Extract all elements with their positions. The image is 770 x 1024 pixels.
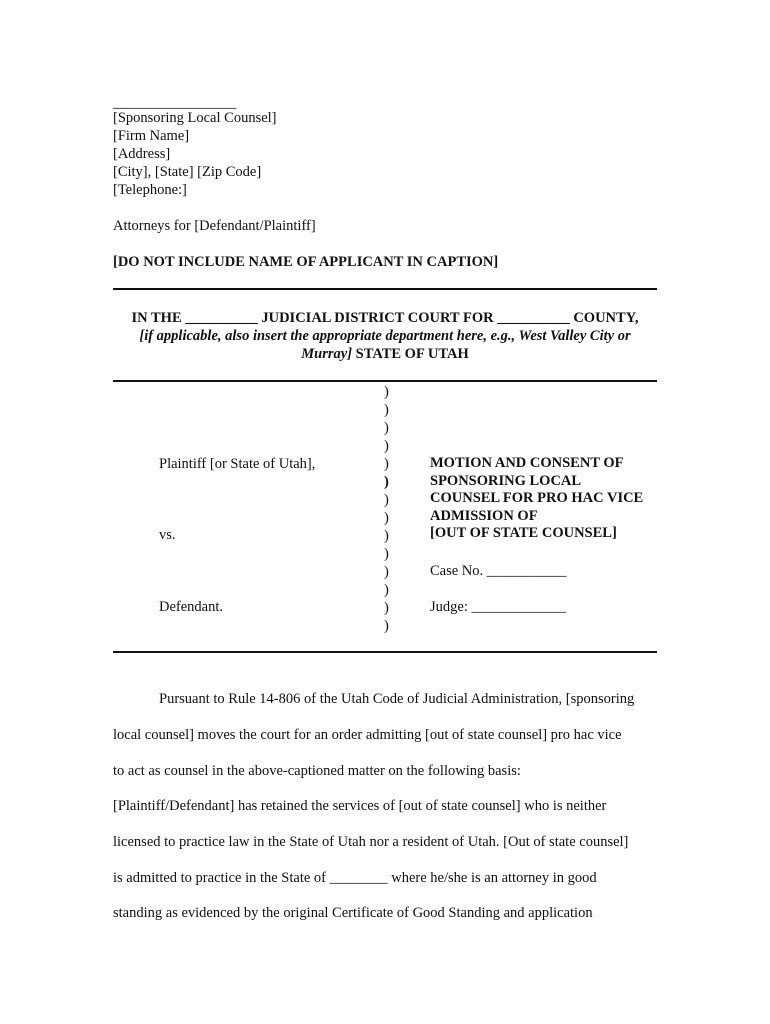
caption-bottom-rule bbox=[113, 651, 657, 653]
body-line: local counsel] moves the court for an order admitting [out of state counsel] pro hac vice bbox=[113, 727, 622, 743]
caption-note: [DO NOT INCLUDE NAME OF APPLICANT IN CAPTION] bbox=[113, 254, 499, 270]
signature-line: _________________ bbox=[113, 95, 237, 111]
telephone-line: [Telephone:] bbox=[113, 182, 187, 198]
motion-title-line: [OUT OF STATE COUNSEL] bbox=[430, 525, 617, 541]
caption-top-rule bbox=[113, 380, 657, 382]
motion-title-line: SPONSORING LOCAL bbox=[430, 472, 582, 489]
judge-field: Judge: _____________ bbox=[430, 599, 566, 615]
body-line: [Plaintiff/Defendant] has retained the services of [out of state counsel] who is neither bbox=[113, 798, 607, 814]
body-line: is admitted to practice in the State of ________ where he/she is an attorney in good bbox=[113, 870, 597, 886]
body-line: to act as counsel in the above-captioned matter on the following basis: bbox=[113, 763, 521, 779]
defendant-label: Defendant. bbox=[159, 599, 224, 615]
paren: ) bbox=[384, 600, 389, 616]
motion-title-line: ADMISSION OF bbox=[430, 507, 538, 524]
sponsoring-counsel-line: [Sponsoring Local Counsel] bbox=[113, 110, 277, 126]
court-heading-department-note: [if applicable, also insert the appropriate department here, e.g., West Valley City or bbox=[139, 328, 631, 344]
paren: ) bbox=[384, 420, 389, 436]
city-state-zip-line: [City], [State] [Zip Code] bbox=[113, 164, 262, 180]
paren: ) bbox=[384, 492, 389, 508]
court-heading-department-end: Murray] bbox=[301, 346, 353, 362]
paren: ) bbox=[384, 528, 389, 544]
paren: ) bbox=[384, 456, 389, 472]
plaintiff-label: Plaintiff [or State of Utah], bbox=[159, 456, 316, 472]
motion-title-line: MOTION AND CONSENT OF bbox=[430, 455, 624, 471]
body-line: standing as evidenced by the original Certificate of Good Standing and application bbox=[113, 905, 593, 921]
motion-title bbox=[430, 455, 643, 543]
case-number-field: Case No. ___________ bbox=[430, 563, 567, 579]
paren: ) bbox=[384, 564, 389, 580]
body-line: licensed to practice law in the State of Utah nor a resident of Utah. [Out of state counsel] bbox=[113, 834, 629, 850]
body-line: Pursuant to Rule 14-806 of the Utah Code of Judicial Administration, [sponsoring bbox=[159, 691, 635, 707]
paren: ) bbox=[384, 510, 389, 526]
court-heading-line1: IN THE __________ JUDICIAL DISTRICT COURT FOR __________ COUNTY, bbox=[131, 310, 639, 326]
firm-name-line: [Firm Name] bbox=[113, 128, 190, 144]
paren: ) bbox=[384, 438, 389, 454]
paren: ) bbox=[384, 384, 389, 400]
paren: ) bbox=[384, 546, 389, 562]
paren: ) bbox=[384, 402, 389, 418]
attorneys-for-line: Attorneys for [Defendant/Plaintiff] bbox=[113, 218, 316, 234]
motion-title-line: COUNSEL FOR PRO HAC VICE bbox=[430, 490, 644, 506]
paren: ) bbox=[384, 582, 389, 598]
address-line: [Address] bbox=[113, 146, 171, 162]
court-heading-state: STATE OF UTAH bbox=[352, 346, 469, 362]
court-heading-line3 bbox=[113, 345, 657, 363]
vs-label: vs. bbox=[159, 527, 176, 543]
court-heading-line2 bbox=[113, 327, 657, 345]
paren: ) bbox=[384, 618, 389, 634]
paren: ) bbox=[384, 474, 389, 490]
top-rule bbox=[113, 288, 657, 290]
caption-paren-column bbox=[384, 383, 396, 635]
